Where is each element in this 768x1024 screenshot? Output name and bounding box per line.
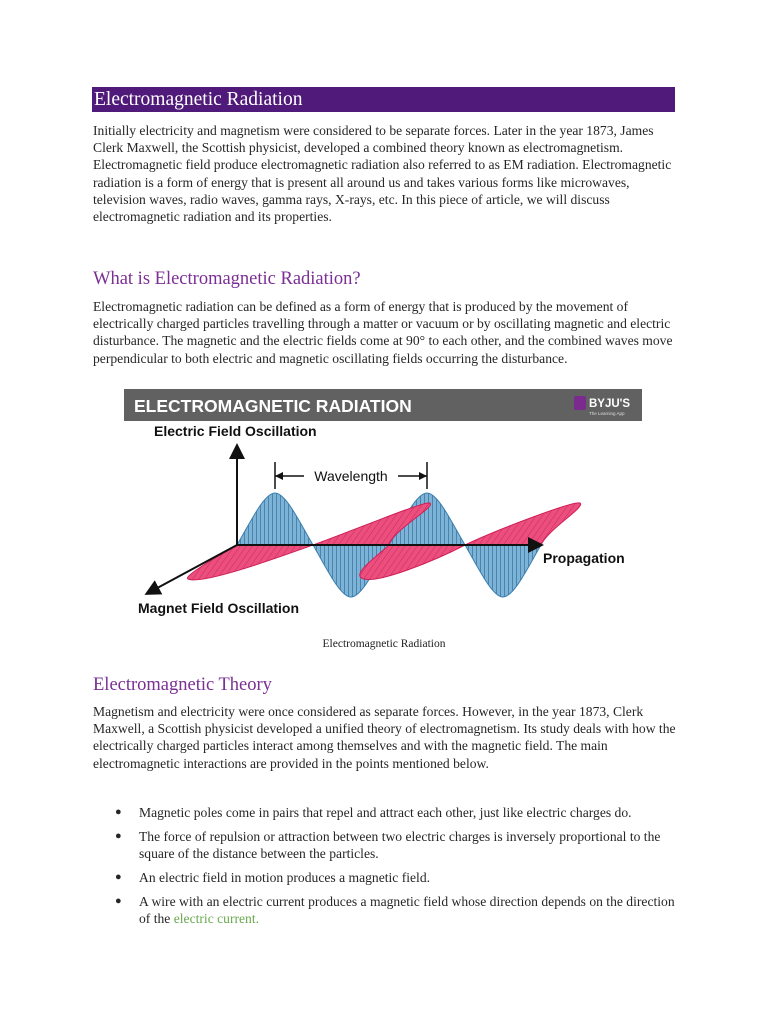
list-item-text: Magnetic poles come in pairs that repel and attract each other, just like electric charges do. [139,805,632,820]
byjus-logo-icon [574,396,586,410]
theory-paragraph: Magnetism and electricity were once considered as separate forces. However, in the year 1873, Clerk Maxwell, a Scottish physicist developed a unified theory of electromagnetism. Its study deals with how the electrically charged particles interact among themselves and with the magnetic field. The main electromagnetic interactions are provided in the points mentioned below. [93,704,676,771]
list-item [93,869,683,886]
electric-wave-crest-1 [237,493,313,545]
section-heading-what-is: What is Electromagnetic Radiation? [93,269,361,289]
wavelength-arrowhead-left [275,472,283,480]
label-wavelength: Wavelength [314,468,388,484]
figure-brand: BYJU'S [589,398,631,410]
list-item [93,828,683,862]
electric-wave-trough-2 [465,545,541,597]
list-item-text: An electric field in motion produces a magnetic field. [139,870,431,886]
wavelength-arrowhead-right [419,472,427,480]
title-banner [92,87,675,112]
interactions-list [93,804,683,934]
section-heading-theory: Electromagnetic Theory [93,675,272,695]
intro-paragraph: Initially electricity and magnetism were considered to be separate forces. Later in the year 1873, James Clerk Maxwell, the Scottish physicist, developed a combined theory known as electromagnetism. Electromagnetic field produce electromagnetic radiation also referred to as EM radiation. Electromagnetic radiation is a form of energy that is present all around us and takes various forms like microwaves, television waves, radio waves, gamma rays, X-rays, etc. In this piece of article, we will discuss electromagnetic radiation and its properties. [93,123,672,225]
em-wave-diagram [124,389,642,626]
list-item [93,893,683,927]
page-title: Electromagnetic Radiation [94,89,303,110]
magnetic-wave-lobe-back-2 [465,503,581,545]
link-trailing-period: . [255,911,260,927]
bullet-dot: ● [115,871,122,884]
em-radiation-figure [124,389,642,626]
definition-paragraph: Electromagnetic radiation can be defined as a form of energy that is produced by the movement of electrically charged particles travelling through a matter or vacuum or by oscillating magnetic and electric disturbance. The magnetic and the electric fields come at 90° to each other, and the combined waves move perpendicular to both electric and magnetic oscillating fields occurring the disturbance. [93,299,673,366]
label-propagation: Propagation [543,550,625,566]
bullet-dot: ● [115,895,122,908]
electric-current-link[interactable]: electric current [173,911,256,927]
list-item [93,804,683,821]
list-item-text: The force of repulsion or attraction between two electric charges is inversely proportional to the square of the distance between the particles. [139,829,661,862]
figure-brand-tagline: The Learning App [589,411,625,416]
bullet-dot: ● [115,806,122,818]
label-magnetic-field: Magnet Field Oscillation [138,600,300,616]
bullet-dot: ● [115,830,122,842]
figure-caption: Electromagnetic Radiation [322,638,446,650]
list-item-text: A wire with an electric current produces a magnetic field whose direction depends on the direction of the [139,894,675,927]
label-electric-field: Electric Field Oscillation [154,423,317,439]
figure-banner-title: ELECTROMAGNETIC RADIATION [134,396,412,416]
